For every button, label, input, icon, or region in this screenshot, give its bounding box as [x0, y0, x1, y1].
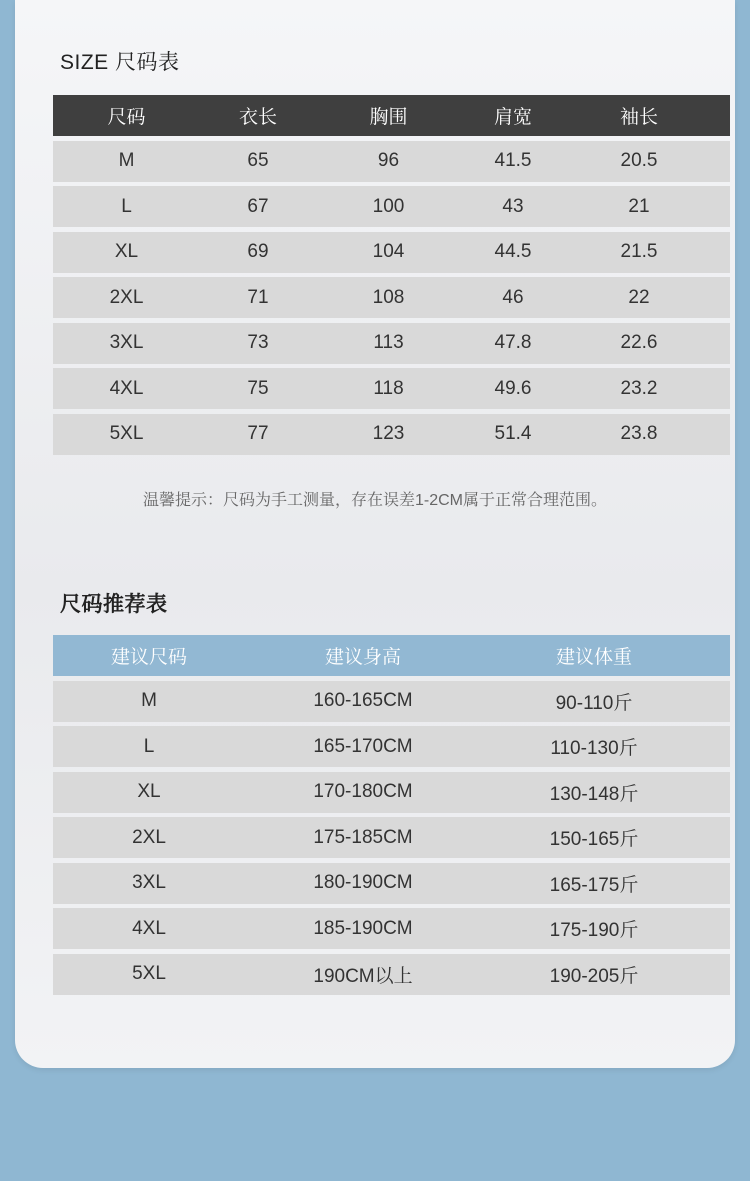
cell: 4XL	[132, 917, 166, 939]
cell: 67	[247, 195, 269, 217]
header-cell: 尺码	[107, 107, 146, 128]
header-cell: 建议尺码	[110, 647, 187, 668]
cell: 23.2	[620, 377, 658, 399]
table-row	[53, 681, 730, 722]
cell: 23.8	[620, 423, 658, 444]
cell: 2XL	[109, 286, 144, 308]
cell: 51.4	[494, 423, 532, 444]
cell: 150-165斤	[549, 829, 639, 850]
cell: 110-130斤	[550, 738, 638, 759]
header-cell: 建议体重	[555, 647, 632, 668]
measurement-note: 温馨提示：尺码为手工测量，存在误差1-2CM属于正常合理范围。	[142, 492, 607, 509]
cell: 65	[247, 150, 269, 171]
cell: 43	[502, 195, 524, 217]
cell: L	[143, 735, 155, 757]
cell: 160-165CM	[313, 690, 413, 711]
cell: 22	[628, 286, 650, 308]
cell: 21.5	[620, 241, 658, 262]
cell: 100	[372, 195, 405, 217]
cell: 180-190CM	[313, 872, 413, 893]
cell: 108	[372, 286, 405, 308]
cell: 3XL	[132, 872, 166, 893]
table-row	[53, 141, 730, 182]
cell: 2XL	[132, 826, 166, 848]
cell: 77	[247, 423, 269, 444]
table-row	[53, 186, 730, 227]
cell: 41.5	[494, 150, 532, 171]
table-row	[53, 772, 730, 813]
cell: 96	[377, 150, 400, 171]
cell: 22.6	[620, 332, 658, 353]
cell: 130-148斤	[549, 783, 639, 805]
table-row	[53, 863, 730, 904]
cell: 118	[373, 377, 404, 399]
cell: 185-190CM	[313, 917, 413, 939]
cell: 165-170CM	[313, 735, 413, 757]
cell: 46	[502, 286, 524, 308]
table-row	[53, 726, 730, 767]
cell: XL	[114, 241, 139, 262]
cell: 175-185CM	[313, 826, 413, 848]
cell: M	[118, 150, 135, 171]
cell: 190-205斤	[549, 965, 639, 987]
size-chart-title: SIZE 尺码表	[60, 51, 180, 74]
cell: 165-175斤	[549, 874, 639, 896]
size-table-header	[53, 95, 730, 136]
cell: 175-190斤	[549, 920, 639, 941]
cell: 5XL	[132, 963, 166, 984]
table-row	[53, 277, 730, 318]
cell: 75	[247, 377, 269, 399]
header-cell: 衣长	[238, 107, 277, 128]
header-cell: 肩宽	[493, 107, 532, 128]
table-row	[53, 368, 730, 409]
cell: 113	[373, 332, 404, 353]
table-row	[53, 817, 730, 858]
header-cell: 胸围	[369, 107, 408, 128]
cell: 4XL	[109, 377, 144, 399]
size-table	[53, 95, 730, 459]
cell: 69	[247, 241, 269, 262]
cell: 20.5	[620, 150, 658, 171]
table-row	[53, 954, 730, 995]
cell: 73	[247, 332, 269, 353]
cell: M	[141, 690, 157, 711]
size-card	[15, 0, 735, 1068]
cell: 5XL	[109, 423, 144, 444]
cell: 104	[372, 241, 405, 262]
cell: 47.8	[494, 332, 532, 353]
cell: 90-110斤	[555, 692, 633, 714]
cell: 190CM以上	[313, 965, 413, 987]
table-row	[53, 908, 730, 949]
recommend-table	[53, 635, 730, 999]
cell: 123	[372, 423, 405, 444]
table-row	[53, 414, 730, 455]
cell: 170-180CM	[313, 781, 413, 802]
header-cell: 袖长	[619, 107, 658, 128]
table-row	[53, 232, 730, 273]
table-row	[53, 323, 730, 364]
recommend-chart-title: 尺码推荐表	[60, 593, 168, 616]
cell: 44.5	[494, 241, 532, 262]
cell: 71	[247, 286, 269, 308]
header-cell: 建议身高	[324, 647, 401, 668]
cell: XL	[137, 781, 161, 802]
recommend-table-header	[53, 635, 730, 676]
cell: 21	[628, 195, 650, 217]
cell: 3XL	[109, 332, 144, 353]
cell: L	[121, 195, 132, 217]
cell: 49.6	[494, 377, 532, 399]
